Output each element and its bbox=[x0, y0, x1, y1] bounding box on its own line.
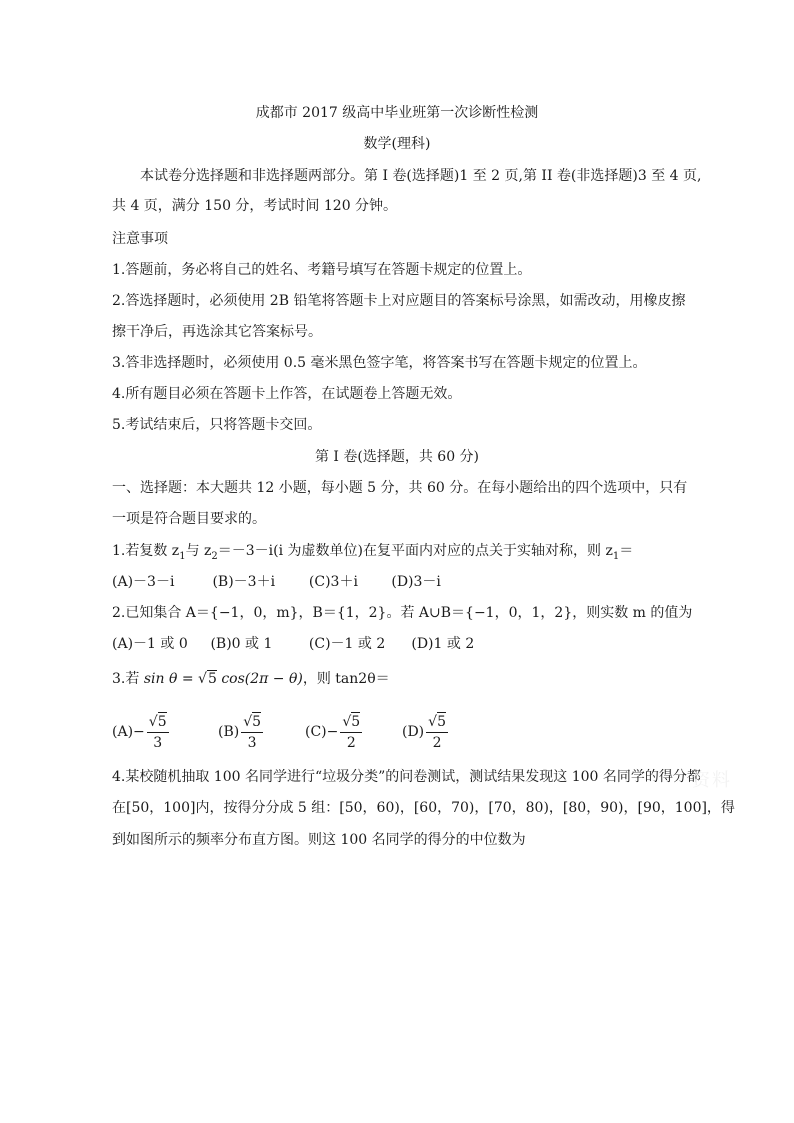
q3-option-c-fraction bbox=[340, 712, 362, 752]
q3-option-d-fraction bbox=[426, 712, 448, 752]
q3-option-c-sign: − bbox=[326, 724, 339, 740]
note-item: 4.所有题目必须在答题卡上作答，在试题卷上答题无效。 bbox=[112, 386, 462, 402]
section-title: 第 I 卷(选择题，共 60 分) bbox=[314, 449, 480, 465]
q1-text-a: 1.若复数 z bbox=[112, 543, 180, 559]
q3-option-a bbox=[112, 712, 171, 752]
q2-option-c: (C)－1 或 2 bbox=[308, 636, 386, 652]
q3-option-c-numerator: √5 bbox=[340, 712, 362, 733]
q1-option-c: (C)3＋i bbox=[308, 574, 358, 590]
q3-cos-term: cos(2π − θ) bbox=[221, 671, 303, 687]
q3-radicand: 5 bbox=[207, 671, 217, 687]
q3-option-a-numerator: √5 bbox=[147, 712, 169, 733]
q3-prefix: 3.若 bbox=[112, 671, 140, 687]
note-item: 3.答非选择题时，必须使用 0.5 毫米黑色签字笔，将答案书写在答题卡规定的位置上。 bbox=[112, 355, 647, 371]
question-1-stem bbox=[112, 541, 633, 567]
question-4-line-1: 4.某校随机抽取 100 名同学进行“垃圾分类”的问卷测试，测试结果发现这 100 名同学的得分都 bbox=[112, 769, 701, 785]
q1-text-c: ＝－3－i(i 为虚数单位)在复平面内对应的点关于实轴对称，则 z bbox=[217, 543, 613, 559]
q1-text-d: ＝ bbox=[619, 543, 634, 559]
q3-option-a-fraction bbox=[147, 712, 169, 752]
q3-sqrt: √5 bbox=[198, 671, 217, 687]
q3-equals: = bbox=[177, 671, 199, 687]
q3-option-d-radicand: 5 bbox=[437, 714, 446, 730]
q3-option-a-sign: − bbox=[133, 724, 145, 740]
q1-sub-3: 1 bbox=[612, 550, 620, 562]
q3-option-a-label: (A) bbox=[112, 724, 134, 740]
notes-heading: 注意事项 bbox=[112, 231, 168, 247]
q3-option-c-denominator: 2 bbox=[346, 735, 356, 751]
q3-option-c-radicand: 5 bbox=[351, 714, 361, 730]
question-4-line-3: 到如图所示的频率分布直方图。则这 100 名同学的得分的中位数为 bbox=[112, 832, 526, 848]
question-4-line-2: 在[50，100]内，按得分分成 5 组：[50，60)，[60，70)，[70，80)，[80，90)，[90，100]，得 bbox=[112, 800, 735, 816]
q1-text-b: 与 z bbox=[185, 543, 212, 559]
q1-sub-2: 2 bbox=[211, 550, 218, 562]
note-item-continued: 擦干净后，再选涂其它答案标号。 bbox=[112, 324, 322, 340]
question-3-stem bbox=[112, 669, 390, 689]
note-item: 2.答选择题时，必须使用 2B 铅笔将答题卡上对应题目的答案标号涂黑，如需改动，用橡皮擦 bbox=[112, 293, 686, 309]
q3-option-b-fraction bbox=[241, 712, 263, 752]
q3-option-d-denominator: 2 bbox=[432, 735, 442, 751]
q3-option-d bbox=[402, 712, 450, 752]
q3-option-d-numerator: √5 bbox=[426, 712, 448, 733]
q3-option-a-radicand: 5 bbox=[157, 714, 167, 730]
question-2-options bbox=[112, 634, 492, 654]
q3-suffix: ，则 tan2θ＝ bbox=[302, 671, 390, 687]
q3-option-b-denominator: 3 bbox=[247, 735, 257, 751]
intro-line-1: 本试卷分选择题和非选择题两部分。第 I 卷(选择题)1 至 2 页,第 II 卷(非选择题)3 至 4 页, bbox=[140, 168, 702, 184]
q1-option-b: (B)－3＋i bbox=[212, 574, 276, 590]
watermark: 资料 bbox=[692, 770, 732, 791]
exam-title: 成都市 2017 级高中毕业班第一次诊断性检测 bbox=[255, 105, 539, 121]
q1-sub-1: 1 bbox=[179, 550, 186, 562]
q3-option-b-radicand: 5 bbox=[252, 714, 262, 730]
q3-sin-term: sin θ bbox=[143, 671, 178, 687]
q3-option-b-numerator: √5 bbox=[241, 712, 263, 733]
q3-option-d-label: (D) bbox=[402, 724, 425, 740]
q3-option-a-denominator: 3 bbox=[153, 735, 163, 751]
exam-subtitle: 数学(理科) bbox=[363, 136, 431, 152]
question-1-options bbox=[112, 572, 459, 592]
q3-option-c bbox=[305, 712, 364, 752]
section-instruction-line-2: 一项是符合题目要求的。 bbox=[112, 511, 266, 527]
q3-option-b bbox=[218, 712, 265, 752]
q2-option-b: (B)0 或 1 bbox=[210, 636, 273, 652]
q1-option-a: (A)－3－i bbox=[112, 574, 175, 590]
q2-option-a: (A)－1 或 0 bbox=[112, 636, 188, 652]
q3-option-b-label: (B) bbox=[218, 724, 240, 740]
question-2-stem: 2.已知集合 A＝{−1，0，m}，B＝{1，2}。若 A∪B＝{−1，0，1，2}，则实数 m 的值为 bbox=[112, 605, 693, 621]
q1-option-d: (D)3－i bbox=[391, 574, 441, 590]
note-item: 5.考试结束后，只将答题卡交回。 bbox=[112, 417, 322, 433]
note-item: 1.答题前，务必将自己的姓名、考籍号填写在答题卡规定的位置上。 bbox=[112, 262, 532, 278]
q3-option-c-label: (C) bbox=[305, 724, 327, 740]
intro-line-2: 共 4 页，满分 150 分，考试时间 120 分钟。 bbox=[112, 198, 398, 214]
section-instruction-line-1: 一、选择题：本大题共 12 小题，每小题 5 分，共 60 分。在每小题给出的四个选项中，只有 bbox=[112, 480, 688, 496]
q2-option-d: (D)1 或 2 bbox=[411, 636, 475, 652]
